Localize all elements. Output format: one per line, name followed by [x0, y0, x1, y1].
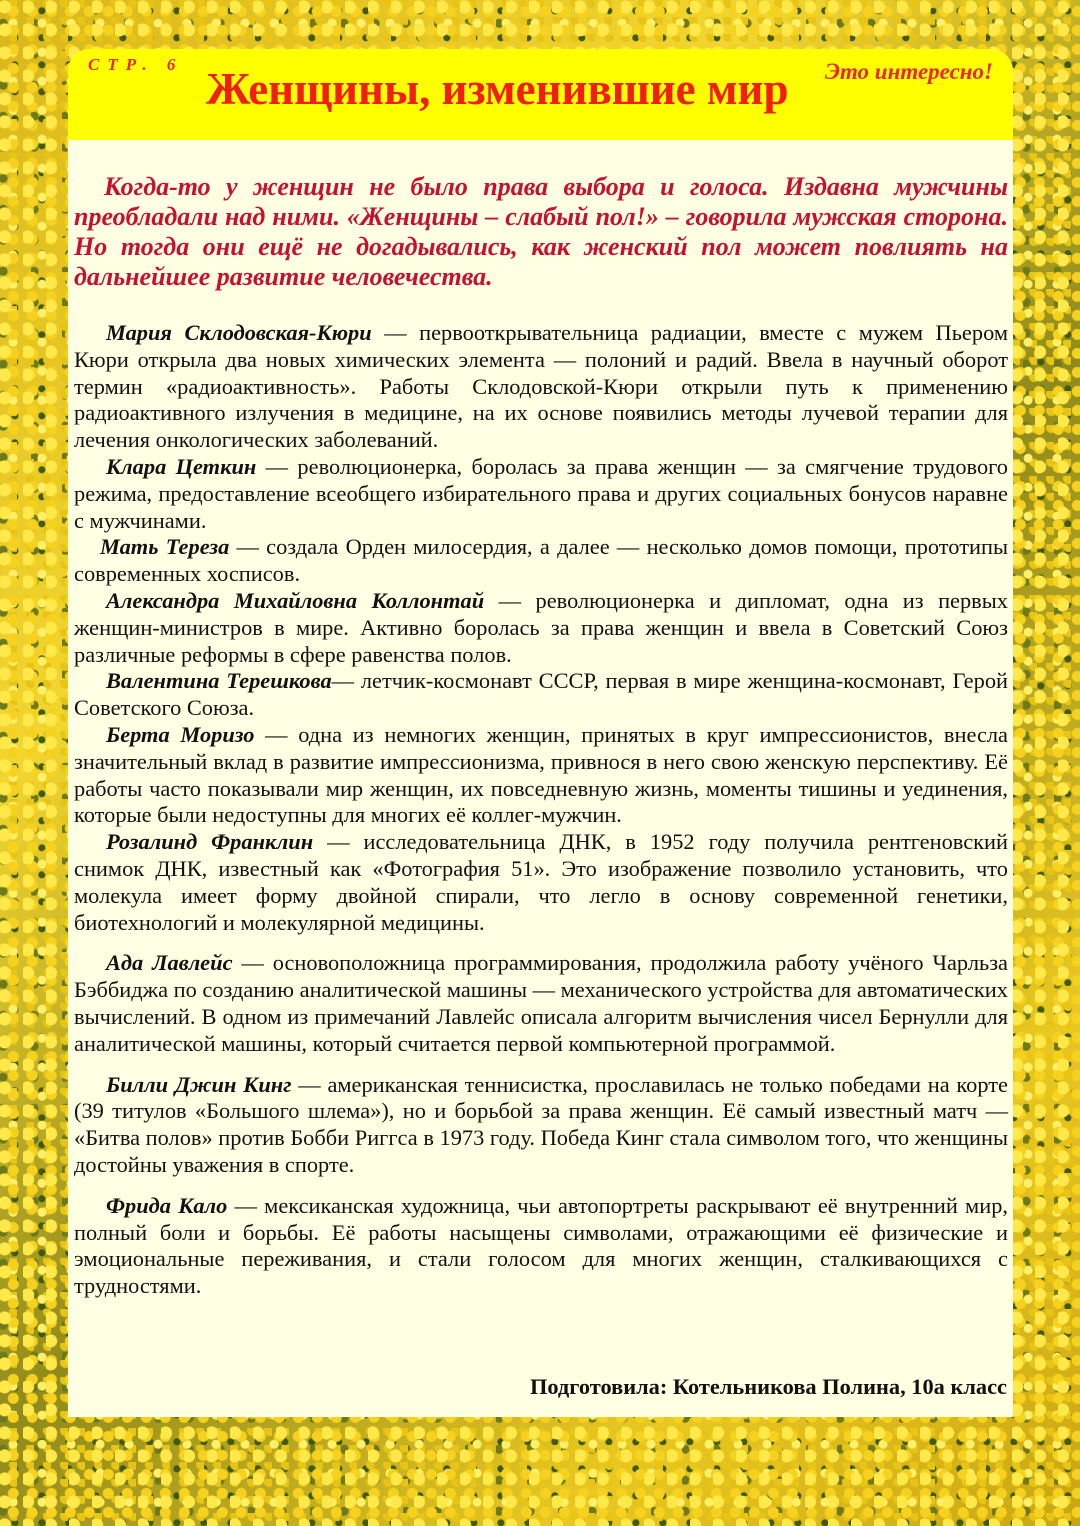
bio-text: — революционерка, боролась за права женщин — за смягчение трудового режима, предоставление всеобщего избирательного права и других социальных бонусов наравне с мужчинами. — [74, 453, 1008, 533]
bio-paragraph — [74, 722, 1008, 829]
bio-name: Ада Лавлейс — [106, 950, 233, 976]
bio-text: — американская теннисистка, прославилась не только победами на корте (39 титулов «Большого шлема»), но и борьбой за права женщин. Её самый известный матч — «Битва полов» против Бобби Риггса в 1973 году. Победа Кинг стала символом того, что женщины достойны уважения в спорте. — [74, 1071, 1008, 1177]
bio-paragraph — [74, 320, 1008, 454]
article-body — [74, 320, 1008, 1300]
bio-paragraph — [74, 534, 1008, 588]
page-title: Женщины, изменившие мир — [206, 64, 789, 114]
bio-name: Берта Моризо — [106, 721, 255, 747]
bio-name: Фрида Кало — [106, 1192, 228, 1218]
bio-paragraph — [74, 1193, 1008, 1300]
bio-name: Мать Тереза — [100, 534, 230, 560]
header-banner — [68, 49, 1013, 140]
bio-paragraph — [74, 950, 1008, 1057]
bio-text: — одна из немногих женщин, принятых в круг импрессионистов, внесла значительный вклад в развитие импрессионизма, привнося в него свою женскую перспективу. Её работы часто показывали мир женщин, их повседневную жизнь, моменты тишины и уединения, которые были недоступны для многих её коллег-мужчин. — [74, 721, 1008, 828]
bio-paragraph — [74, 588, 1008, 668]
section-tag: Это интересно! — [825, 59, 993, 84]
bio-text: — мексиканская художница, чьи автопортреты раскрывают её внутренний мир, полный боли и борьбы. Её работы насыщены символами, отражающими её физические и эмоциональные переживания, и стали голосом для многих женщин, сталкивающихся с трудностями. — [74, 1192, 1008, 1299]
bio-name: Клара Цеткин — [106, 453, 257, 479]
bio-name: Александра Михайловна Коллонтай — [106, 587, 485, 613]
bio-text: — основоположница программирования, продолжила работу учёного Чарльза Бэббиджа по созданию аналитической машины — механического устройства для автоматических вычислений. В одном из примечаний Лавлейс описала алгоритм вычисления чисел Бернулли для аналитической машины, который считается первой компьютерной программой. — [74, 950, 1008, 1056]
bio-text: — создала Орден милосердия, а далее — несколько домов помощи, прототипы современных хосписов. — [74, 534, 1008, 587]
bio-name: Билли Джин Кинг — [106, 1071, 292, 1097]
intro-paragraph: Когда-то у женщин не было права выбора и голоса. Издавна мужчины преобладали над ними. «Женщины – слабый пол!» – говорила мужская сторона. Но тогда они ещё не догадывались, как женский пол может повлиять на дальнейшее развитие человечества. — [74, 172, 1008, 291]
newsletter-page — [68, 49, 1013, 1417]
bio-name: Розалинд Франклин — [106, 829, 314, 855]
author-signature: Подготовила: Котельникова Полина, 10а класс — [529, 1374, 1007, 1399]
bio-paragraph — [74, 454, 1008, 534]
bio-text: — первооткрывательница радиации, вместе с мужем Пьером Кюри открыла два новых химических элемента — полоний и радий. Ввела в научный оборот термин «радиоактивность». Работы Склодовской-Кюри открыли путь к применению радиоактивного излучения в медицине, на их основе появились методы лучевой терапии для лечения онкологических заболеваний. — [74, 320, 1009, 453]
bio-name: Валентина Терешкова — [106, 668, 332, 694]
bio-paragraph — [74, 668, 1008, 722]
bio-paragraph — [74, 1072, 1008, 1179]
bio-text: — революционерка и дипломат, одна из первых женщин-министров в мире. Активно боролась за права женщин и ввела в Советский Союз различные реформы в сфере равенства полов. — [74, 587, 1008, 667]
bio-text: — летчик-космонавт СССР, первая в мире женщина-космонавт, Герой Советского Союза. — [74, 668, 1008, 721]
page-number: СТР. 6 — [88, 55, 184, 74]
bio-text: — исследовательница ДНК, в 1952 году получила рентгеновский снимок ДНК, известный как «Фотография 51». Это изображение позволило установить, что молекула имеет форму двойной спирали, что легло в основу современной генетики, биотехнологий и молекулярной медицины. — [74, 829, 1008, 935]
bio-paragraph — [74, 829, 1008, 936]
bio-name: Мария Склодовская-Кюри — [106, 320, 372, 345]
